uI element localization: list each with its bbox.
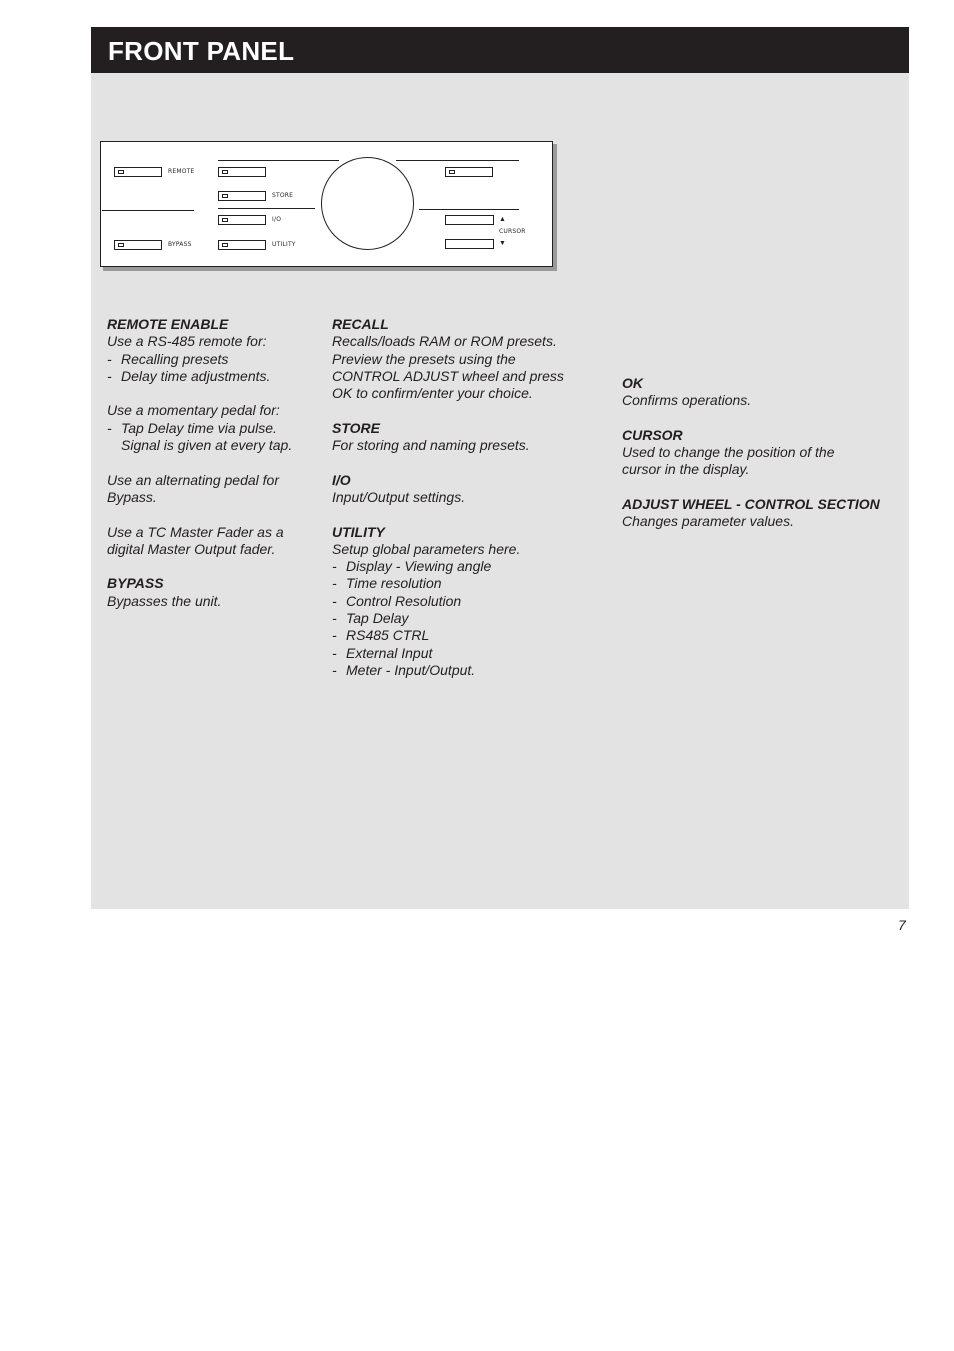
- utility-intro: Setup global parameters here.: [332, 540, 521, 557]
- remote-intro: Use a RS-485 remote for:: [107, 333, 267, 350]
- remote-button: [114, 167, 162, 177]
- remote-led: [118, 170, 124, 174]
- list-item: - Tap Delay: [332, 610, 409, 627]
- store-heading: STORE: [332, 419, 380, 436]
- io-text: Input/Output settings.: [332, 488, 466, 505]
- list-item: - Recalling presets: [107, 350, 229, 367]
- store-text: For storing and naming presets.: [332, 437, 530, 454]
- utility-led: [222, 243, 228, 247]
- column-left: [107, 316, 322, 610]
- alt-pedal-text: Bypass.: [107, 488, 157, 505]
- page-title: FRONT PANEL: [108, 36, 295, 66]
- io-label: I/O: [272, 216, 282, 223]
- io-heading: I/O: [332, 471, 351, 488]
- list-item: - Delay time adjustments.: [107, 367, 271, 384]
- remote-label: REMOTE: [168, 168, 195, 175]
- bypass-led: [118, 243, 124, 247]
- bypass-label: BYPASS: [168, 241, 192, 248]
- io-button: [218, 215, 266, 225]
- divider-line: [419, 209, 519, 210]
- ok-heading: OK: [622, 375, 643, 391]
- list-item: - Meter - Input/Output.: [332, 661, 476, 678]
- up-arrow-icon: ▲: [499, 216, 506, 223]
- bypass-heading: BYPASS: [107, 575, 164, 592]
- cursor-down-button: [445, 239, 494, 249]
- recall-text: Recalls/loads RAM or ROM presets.: [332, 333, 557, 350]
- list-item: - RS485 CTRL: [332, 627, 430, 644]
- store-label: STORE: [272, 192, 294, 199]
- cursor-text: Used to change the position of the: [622, 444, 835, 461]
- recall-button: [218, 167, 266, 177]
- page-number: 7: [898, 917, 906, 933]
- list-item: - Control Resolution: [332, 592, 462, 609]
- store-button: [218, 191, 266, 201]
- cursor-text: cursor in the display.: [622, 461, 750, 478]
- alt-pedal-text: Use an alternating pedal for: [107, 471, 279, 488]
- divider-line: [218, 208, 315, 209]
- column-right: [622, 375, 907, 531]
- column-middle: [332, 316, 592, 679]
- recall-text: OK to confirm/enter your choice.: [332, 385, 533, 402]
- divider-line: [102, 210, 194, 211]
- adjust-wheel: [321, 157, 414, 250]
- recall-heading: RECALL: [332, 316, 389, 332]
- ok-text: Confirms operations.: [622, 392, 752, 409]
- fader-text: digital Master Output fader.: [107, 540, 276, 557]
- adjust-wheel-heading: ADJUST WHEEL - CONTROL SECTION: [622, 496, 880, 513]
- cursor-heading: CURSOR: [622, 426, 683, 443]
- remote-enable-heading: REMOTE ENABLE: [107, 316, 229, 332]
- cursor-up-button: [445, 215, 494, 225]
- recall-text: CONTROL ADJUST wheel and press: [332, 367, 564, 384]
- front-panel-diagram: [100, 141, 553, 267]
- bypass-text: Bypasses the unit.: [107, 592, 222, 609]
- io-led: [222, 218, 228, 222]
- down-arrow-icon: ▼: [499, 240, 506, 247]
- store-led: [222, 194, 228, 198]
- bypass-button: [114, 240, 162, 250]
- utility-heading: UTILITY: [332, 523, 385, 540]
- list-item: - Tap Delay time via pulse.: [107, 419, 277, 436]
- divider-line: [218, 160, 339, 161]
- list-item: - External Input: [332, 644, 433, 661]
- section-header: [91, 27, 909, 73]
- pedal-intro: Use a momentary pedal for:: [107, 402, 280, 419]
- recall-text: Preview the presets using the: [332, 350, 516, 367]
- divider-line: [396, 160, 519, 161]
- list-item: - Time resolution: [332, 575, 442, 592]
- recall-led: [222, 170, 228, 174]
- ok-button: [445, 167, 493, 177]
- list-item: - Display - Viewing angle: [332, 558, 492, 575]
- cursor-label: CURSOR: [499, 228, 526, 235]
- adjust-wheel-text: Changes parameter values.: [622, 513, 794, 530]
- utility-label: UTILITY: [272, 241, 296, 248]
- fader-text: Use a TC Master Fader as a: [107, 523, 284, 540]
- ok-led: [449, 170, 455, 174]
- list-item: Signal is given at every tap.: [121, 437, 293, 454]
- utility-button: [218, 240, 266, 250]
